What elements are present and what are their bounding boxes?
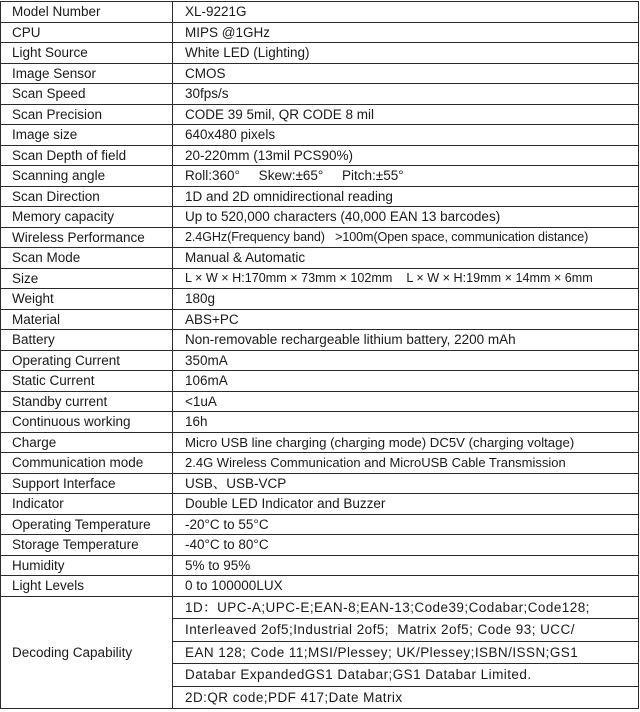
spec-label: Indicator: [1, 494, 173, 515]
spec-table: [0, 1, 639, 709]
spec-row-scanning-angle: [1, 166, 639, 187]
spec-label: Storage Temperature: [1, 535, 173, 556]
spec-label: Light Source: [1, 43, 173, 64]
spec-row-wireless-performance: [1, 227, 639, 248]
spec-label: Battery: [1, 330, 173, 351]
spec-value: USB、USB-VCP: [173, 473, 639, 494]
spec-row-image-sensor: [1, 63, 639, 84]
spec-label: Weight: [1, 289, 173, 310]
decoding-line: EAN 128; Code 11;MSI/Plessey; UK/Plessey;ISBN/ISSN;GS1: [173, 642, 638, 665]
spec-row-material: [1, 309, 639, 330]
spec-row-continuous-working: [1, 412, 639, 433]
spec-value: 16h: [173, 412, 639, 433]
spec-row-operating-temperature: [1, 514, 639, 535]
spec-label: CPU: [1, 22, 173, 43]
spec-row-standby-current: [1, 391, 639, 412]
spec-row-charge: [1, 432, 639, 453]
spec-value: -20°C to 55°C: [173, 514, 639, 535]
spec-value: Double LED Indicator and Buzzer: [173, 494, 639, 515]
spec-value: 350mA: [173, 350, 639, 371]
decoding-line: 1D：UPC-A;UPC-E;EAN-8;EAN-13;Code39;Codabar;Code128;: [173, 597, 638, 620]
spec-value: XL-9221G: [173, 2, 639, 23]
spec-label: Scan Mode: [1, 248, 173, 269]
spec-value: CODE 39 5mil, QR CODE 8 mil: [173, 104, 639, 125]
spec-value: L × W × H:170mm × 73mm × 102mm L × W × H:19mm × 14mm × 6mm: [173, 268, 639, 289]
spec-label: Static Current: [1, 371, 173, 392]
spec-label: Material: [1, 309, 173, 330]
spec-row-image-size: [1, 125, 639, 146]
decoding-lines-cell: [173, 596, 639, 709]
spec-row-model-number: [1, 2, 639, 23]
spec-label: Scanning angle: [1, 166, 173, 187]
spec-value: Non-removable rechargeable lithium battery, 2200 mAh: [173, 330, 639, 351]
spec-row-memory-capacity: [1, 207, 639, 228]
spec-row-humidity: [1, 555, 639, 576]
spec-value: 5% to 95%: [173, 555, 639, 576]
spec-value: 106mA: [173, 371, 639, 392]
spec-row-light-source: [1, 43, 639, 64]
spec-row-decoding-capability: [1, 596, 639, 709]
spec-value: Up to 520,000 characters (40,000 EAN 13 barcodes): [173, 207, 639, 228]
spec-label: Scan Speed: [1, 84, 173, 105]
spec-value: Micro USB line charging (charging mode) DC5V (charging voltage): [173, 432, 639, 453]
spec-label: Operating Temperature: [1, 514, 173, 535]
spec-value: 0 to 100000LUX: [173, 576, 639, 597]
spec-row-scan-speed: [1, 84, 639, 105]
spec-row-cpu: [1, 22, 639, 43]
spec-row-storage-temperature: [1, 535, 639, 556]
spec-label: Image size: [1, 125, 173, 146]
spec-label: Charge: [1, 432, 173, 453]
spec-label: Humidity: [1, 555, 173, 576]
spec-table-body: [1, 2, 639, 709]
decoding-line: Interleaved 2of5;Industrial 2of5; Matrix 2of5; Code 93; UCC/: [173, 619, 638, 642]
spec-value: Manual & Automatic: [173, 248, 639, 269]
spec-row-light-levels: [1, 576, 639, 597]
spec-row-scan-precision: [1, 104, 639, 125]
spec-row-communication-mode: [1, 453, 639, 474]
spec-label: Standby current: [1, 391, 173, 412]
spec-label: Memory capacity: [1, 207, 173, 228]
spec-label: Communication mode: [1, 453, 173, 474]
spec-row-scan-direction: [1, 186, 639, 207]
spec-value: ABS+PC: [173, 309, 639, 330]
spec-value: <1uA: [173, 391, 639, 412]
spec-label: Scan Precision: [1, 104, 173, 125]
spec-row-weight: [1, 289, 639, 310]
spec-row-battery: [1, 330, 639, 351]
spec-value: 20-220mm (13mil PCS90%): [173, 145, 639, 166]
spec-value: White LED (Lighting): [173, 43, 639, 64]
spec-label: Continuous working: [1, 412, 173, 433]
spec-row-scan-depth: [1, 145, 639, 166]
spec-value: 30fps/s: [173, 84, 639, 105]
spec-value: MIPS @1GHz: [173, 22, 639, 43]
spec-value: 2.4G Wireless Communication and MicroUSB Cable Transmission: [173, 453, 639, 474]
spec-label: Operating Current: [1, 350, 173, 371]
spec-value: 180g: [173, 289, 639, 310]
spec-value: Roll:360° Skew:±65° Pitch:±55°: [173, 166, 639, 187]
spec-label: Image Sensor: [1, 63, 173, 84]
spec-row-operating-current: [1, 350, 639, 371]
decoding-line: 2D:QR code;PDF 417;Date Matrix: [185, 689, 403, 705]
spec-row-size: [1, 268, 639, 289]
spec-label: Model Number: [1, 2, 173, 23]
spec-value: 640x480 pixels: [173, 125, 639, 146]
spec-label: Decoding Capability: [1, 596, 173, 709]
spec-row-static-current: [1, 371, 639, 392]
spec-label: Size: [1, 268, 173, 289]
spec-label: Light Levels: [1, 576, 173, 597]
decoding-line: Databar ExpandedGS1 Databar;GS1 Databar Limited.: [173, 664, 638, 687]
spec-value: CMOS: [173, 63, 639, 84]
spec-value: 2.4GHz(Frequency band) >100m(Open space, communication distance): [173, 227, 639, 248]
spec-label: Support Interface: [1, 473, 173, 494]
spec-value: -40°C to 80°C: [173, 535, 639, 556]
decoding-lines: [173, 597, 638, 709]
spec-value: 1D and 2D omnidirectional reading: [173, 186, 639, 207]
spec-label: Wireless Performance: [1, 227, 173, 248]
spec-row-indicator: [1, 494, 639, 515]
spec-row-scan-mode: [1, 248, 639, 269]
spec-row-support-interface: [1, 473, 639, 494]
spec-label: Scan Direction: [1, 186, 173, 207]
spec-label: Scan Depth of field: [1, 145, 173, 166]
